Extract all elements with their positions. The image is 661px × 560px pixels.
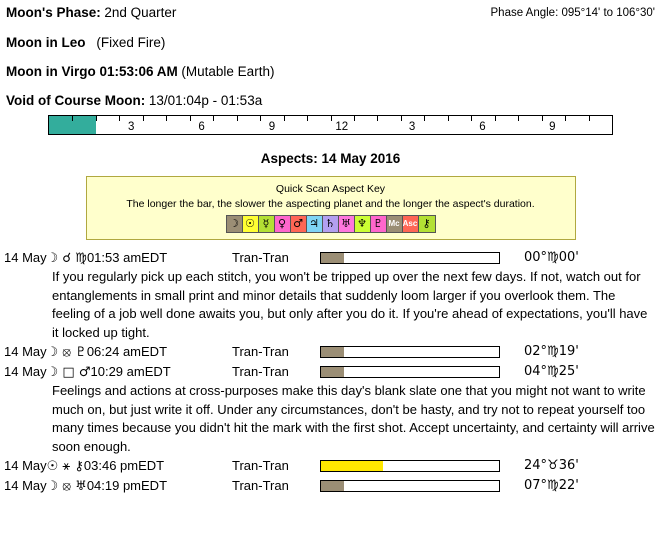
void-of-course-value: 13/01:04p - 01:53a [148,93,263,108]
timeline-tick [72,116,73,121]
timeline-tick [565,116,566,121]
aspect-row[interactable] [0,342,661,362]
midheaven-icon: Mc [387,216,403,232]
timeline-tick [284,116,285,121]
timeline-tick [96,116,97,121]
timeline-tick [518,116,519,121]
aspect-duration-bar[interactable] [320,252,500,264]
timeline-tick [307,116,308,121]
aspect-timezone: EDT [138,458,165,473]
moon-in-sign-label: Moon in Leo [6,35,86,50]
aspect-glyphs: ☽ ⦻ ♇ [46,345,87,360]
timeline-tick [237,116,238,121]
key-title: Quick Scan Aspect Key [275,183,386,195]
neptune-icon: ♆ [355,216,371,232]
timeline-tick [190,116,191,121]
aspect-time: 10:29 am [90,364,145,379]
timeline-tick [260,116,261,121]
aspect-position: 04°♍25' [524,364,579,379]
aspect-duration-bar[interactable] [320,460,500,472]
mars-icon: ♂ [291,216,307,232]
aspect-description: Feelings and actions at cross-purposes make this day's blank slate one that you might not want to write much on, but just write it off. Under any circumstances, don't be hasty, and try not to repeat yourself too many times because you didn't hit the mark with the first shot. Accept uncertainty, and certainty will arrive soon enough. [52,383,655,454]
aspect-duration-bar-fill [321,253,344,263]
aspect-timezone: EDT [141,478,168,493]
uranus-icon: ♅ [339,216,355,232]
timeline-tick-label: 3 [127,121,135,133]
day-timeline[interactable] [48,115,613,135]
aspect-timezone: EDT [144,364,171,379]
sun-icon: ☉ [243,216,259,232]
aspect-duration-bar[interactable] [320,480,500,492]
aspect-date: 14 May [4,250,47,265]
day-timeline-wrap [0,115,661,137]
phase-angle: Phase Angle: 095°14' to 106°30' [490,7,655,19]
timeline-tick-label: 6 [479,121,486,133]
timeline-tick [589,116,590,121]
aspect-glyphs: ☉ ⚹ ⚷ [46,459,84,474]
aspect-row[interactable] [0,362,661,382]
timeline-tick [448,116,449,121]
timeline-tick-label: 9 [268,121,276,133]
aspect-glyphs: ☽ ☌ ♍ [46,251,87,266]
aspect-position: 02°♍19' [524,344,579,359]
timeline-tick [424,116,425,121]
timeline-tick [471,116,472,121]
timeline-tick [377,116,378,121]
quick-scan-aspect-key [86,176,576,240]
timeline-tick [331,116,332,121]
timeline-tick-label: 3 [408,121,416,133]
moon-phase-row [0,1,661,25]
moon-icon: ☽ [227,216,243,232]
moon-phase-value: 2nd Quarter [104,5,177,20]
aspect-glyphs: ☽ ⦻ ♅ [46,479,87,494]
aspect-date: 14 May [4,458,47,473]
aspect-duration-bar-fill [321,367,344,377]
aspect-position: 00°♍00' [524,250,579,265]
aspect-kind: Tran-Tran [232,344,289,359]
timeline-tick-label: 12 [335,121,349,133]
moon-ingress-element: (Mutable Earth) [181,64,275,79]
aspect-glyphs: ☽ □ ♂ [46,365,91,380]
aspect-kind: Tran-Tran [232,458,289,473]
aspect-list [0,248,661,496]
aspect-duration-bar-fill [321,481,344,491]
aspect-duration-bar[interactable] [320,366,500,378]
moon-ingress-row [0,60,661,84]
aspect-row[interactable] [0,248,661,268]
timeline-tick [119,116,120,121]
aspect-date: 14 May [4,344,47,359]
moon-in-sign-element: (Fixed Fire) [96,35,166,50]
timeline-tick [542,116,543,121]
timeline-tick-label: 9 [549,121,556,133]
chiron-icon: ⚷ [419,216,435,232]
void-of-course-label: Void of Course Moon: [6,93,146,108]
aspect-time: 04:19 pm [86,478,142,493]
timeline-tick [495,116,496,121]
jupiter-icon: ♃ [307,216,323,232]
aspect-time: 06:24 am [86,344,142,359]
moon-ingress-label: Moon in Virgo 01:53:06 AM [6,64,178,79]
header-block [0,1,661,113]
timeline-tick [354,116,355,121]
aspect-kind: Tran-Tran [232,250,289,265]
mercury-icon: ☿ [259,216,275,232]
timeline-tick-label: 6 [198,121,205,133]
timeline-tick [166,116,167,121]
aspect-kind: Tran-Tran [232,364,289,379]
aspect-time: 03:46 pm [83,458,139,473]
aspect-duration-bar-fill [321,461,383,471]
void-of-course-row [0,89,661,113]
aspect-date: 14 May [4,364,47,379]
moon-in-sign-row [0,31,661,55]
aspect-timezone: EDT [141,344,168,359]
aspect-kind: Tran-Tran [232,478,289,493]
key-subtitle: The longer the bar, the slower the aspecting planet and the longer the aspect's duration. [126,198,535,210]
aspect-description: If you regularly pick up each stitch, you won't be tripped up over the next few days. If not, watch out for entanglements in small print and minor details that suddenly loom larger if you overlook them. The feeling of a job well done awaits you, but only after you do it. If you're ahead of expectations, you'll have it locked up tight. [52,269,648,340]
saturn-icon: ♄ [323,216,339,232]
aspect-date: 14 May [4,478,47,493]
timeline-tick [401,116,402,121]
timeline-tick [213,116,214,121]
moon-phase-label: Moon's Phase: [6,5,101,20]
aspect-duration-bar-fill [321,347,344,357]
key-icon-strip [226,215,436,233]
aspect-row[interactable] [0,456,661,476]
aspect-timezone: EDT [141,250,168,265]
aspect-position: 24°♉36' [524,458,579,473]
timeline-tick [143,116,144,121]
aspect-position: 07°♍22' [524,478,579,493]
aspects-title: Aspects: 14 May 2016 [260,151,401,166]
aspect-time: 01:53 am [86,250,142,265]
ascendant-icon: Asc [403,216,419,232]
venus-icon: ♀ [275,216,291,232]
aspect-row[interactable] [0,476,661,496]
pluto-icon: ♇ [371,216,387,232]
aspect-duration-bar[interactable] [320,346,500,358]
